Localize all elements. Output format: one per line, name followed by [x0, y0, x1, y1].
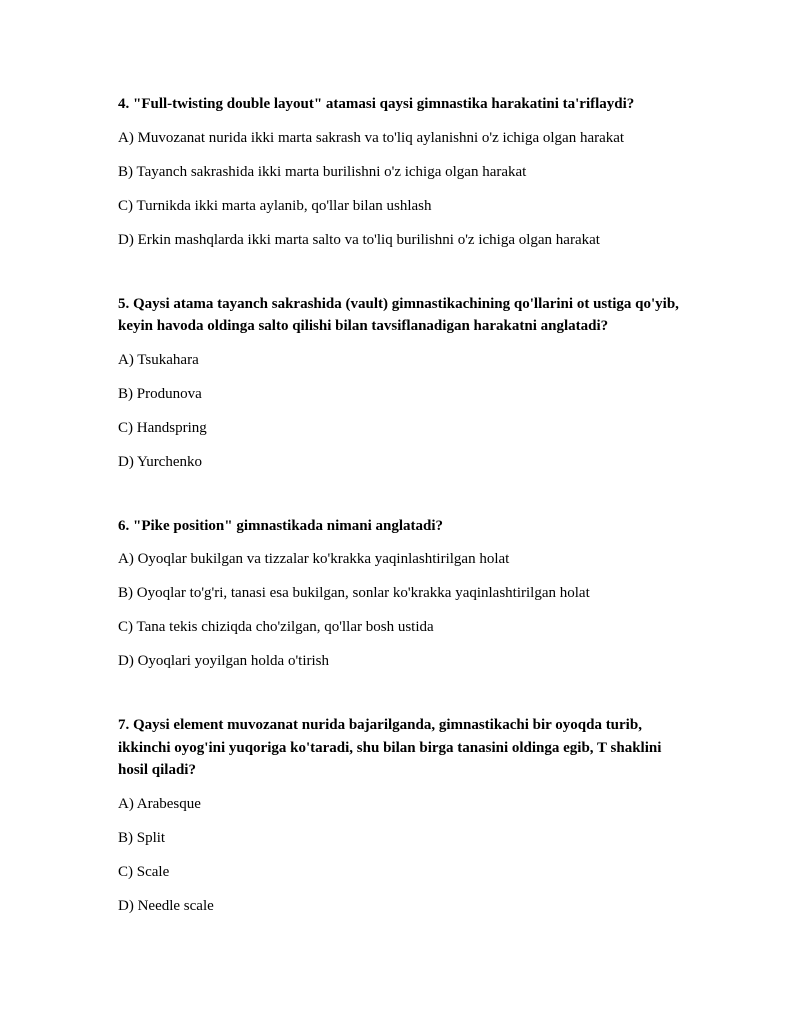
answer-option-a: A) Arabesque [118, 795, 201, 812]
question-text: 6. "Pike position" gimnastikada nimani anglatadi? [118, 517, 444, 534]
answer-option-b: B) Produnova [118, 385, 202, 402]
answer-option-a: A) Oyoqlar bukilgan va tizzalar ko'krakka yaqinlashtirilgan holat [118, 551, 510, 567]
answer-option-c: C) Turnikda ikki marta aylanib, qo'llar bilan ushlash [118, 197, 432, 214]
answer-option-c: C) Handspring [118, 419, 207, 436]
question-7 [118, 714, 740, 917]
answer-option-d: D) Oyoqlari yoyilgan holda o'tirish [118, 653, 330, 669]
question-text: 4. "Full-twisting double layout" atamasi qaysi gimnastika harakatini ta'riflaydi? [118, 96, 635, 112]
answer-option-a: A) Muvozanat nurida ikki marta sakrash va to'liq aylanishni o'z ichiga olgan harakat [118, 129, 625, 146]
question-5 [118, 293, 740, 473]
answer-option-a: A) Tsukahara [118, 351, 199, 368]
question-text: 5. Qaysi atama tayanch sakrashida (vault) gimnastikachining qo'llarini ot ustiga qo'yib, keyin havoda oldinga salto qilishi bilan tavsiflanadigan harakatni anglatadi? [118, 295, 679, 334]
question-text: 7. Qaysi element muvozanat nurida bajarilganda, gimnastikachi bir oyoqda turib, ikkinchi oyog'ini yuqoriga ko'taradi, shu bilan birga tanasini oldinga egib, T shaklini hosil qiladi? [118, 717, 662, 778]
answer-option-b: B) Split [118, 829, 166, 846]
answer-option-b: B) Oyoqlar to'g'ri, tanasi esa bukilgan, sonlar ko'krakka yaqinlashtirilgan holat [118, 585, 590, 601]
answer-option-c: C) Tana tekis chiziqda cho'zilgan, qo'llar bosh ustida [118, 619, 434, 635]
answer-option-c: C) Scale [118, 863, 170, 880]
answer-option-b: B) Tayanch sakrashida ikki marta burilishni o'z ichiga olgan harakat [118, 163, 527, 180]
question-4 [118, 93, 740, 251]
answer-option-d: D) Yurchenko [118, 453, 203, 470]
answer-option-d: D) Erkin mashqlarda ikki marta salto va to'liq burilishni o'z ichiga olgan harakat [118, 231, 600, 248]
answer-option-d: D) Needle scale [118, 897, 214, 914]
question-6 [118, 515, 740, 673]
